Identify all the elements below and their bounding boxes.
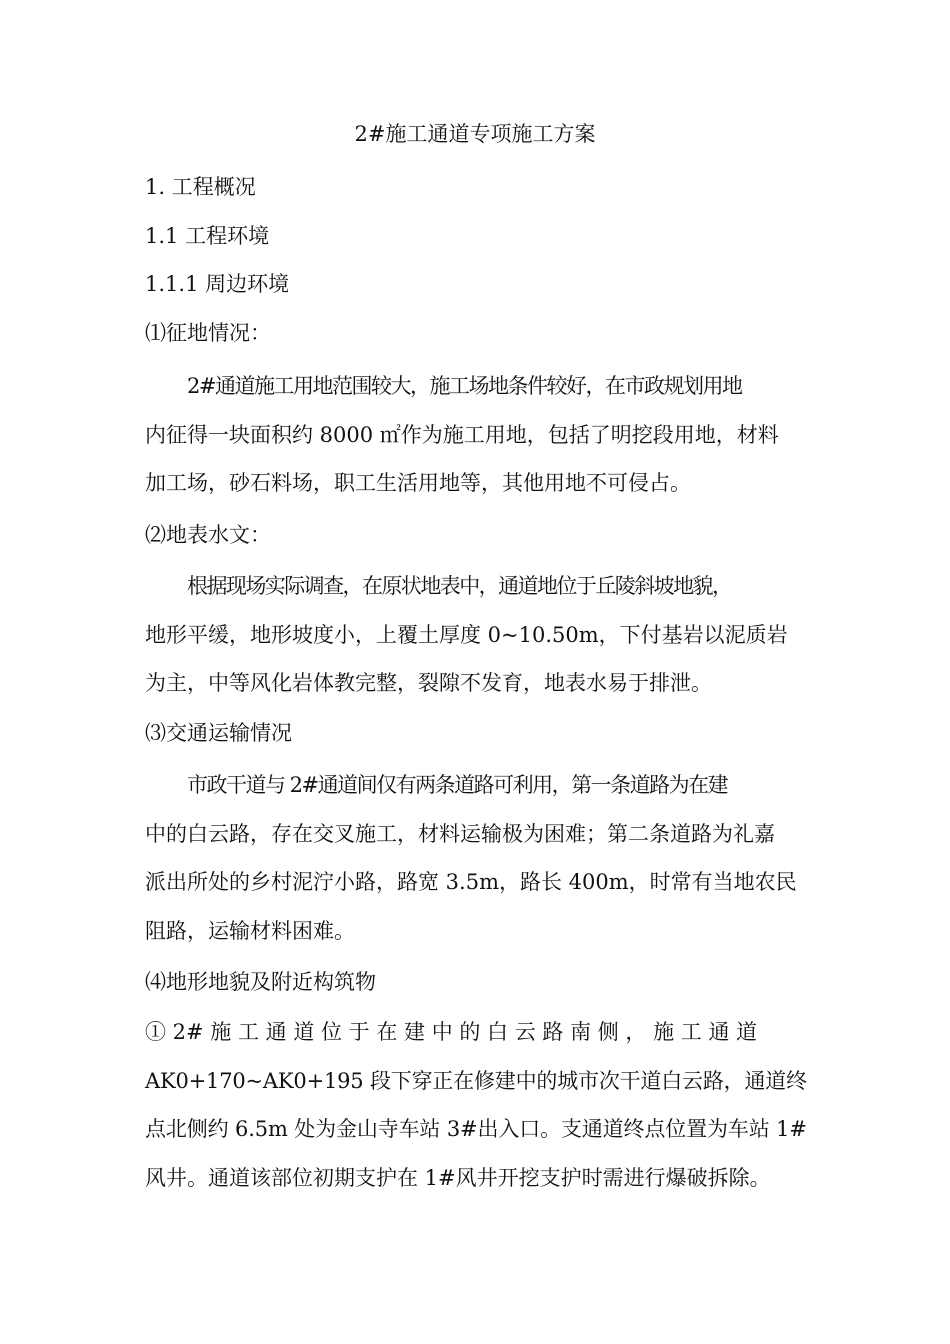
paragraph-line: 点北侧约 6.5m 处为金山寺车站 3#出入口。支通道终点位置为车站 1# — [145, 1117, 807, 1141]
paragraph-line: 地形平缓，地形坡度小，上覆土厚度 0~10.50m，下付基岩以泥质岩 — [145, 622, 788, 647]
paragraph-line: 内征得一块面积约 8000 ㎡作为施工用地，包括了明挖段用地，材料 — [145, 422, 779, 447]
section-heading-1: 1. 工程概况 — [145, 175, 256, 199]
subsection-heading-land: ⑴征地情况： — [145, 321, 271, 345]
paragraph-line: 2#通道施工用地范围较大，施工场地条件较好，在市政规划用地 — [187, 374, 742, 398]
paragraph-line: 风井。通道该部位初期支护在 1#风井开挖支护时需进行爆破拆除。 — [145, 1165, 771, 1190]
subsection-heading-terrain: ⑷地形地貌及附近构筑物 — [145, 970, 376, 994]
paragraph-line: 阻路，运输材料困难。 — [145, 918, 355, 943]
paragraph-line: 加工场，砂石料场，职工生活用地等，其他用地不可侵占。 — [145, 471, 691, 495]
paragraph-line: 根据现场实际调查，在原状地表中，通道地位于丘陵斜坡地貌， — [187, 574, 732, 598]
document-title: 2#施工通道专项施工方案 — [354, 122, 596, 146]
paragraph-line: 市政干道与 2#通道间仅有两条道路可利用，第一条道路为在建 — [187, 773, 728, 797]
subsection-heading-traffic: ⑶交通运输情况 — [145, 721, 292, 745]
section-heading-1-1-1: 1.1.1 周边环境 — [145, 272, 290, 296]
paragraph-land — [145, 362, 807, 508]
paragraph-traffic — [145, 761, 807, 955]
paragraph-line: 派出所处的乡村泥泞小路，路宽 3.5m，路长 400m，时常有当地农民 — [145, 870, 797, 894]
paragraph-line: ① 2# 施 工 通 道 位 于 在 建 中 的 白 云 路 南 侧 ， 施 工 通 道 — [145, 1020, 758, 1044]
subsection-heading-hydrology: ⑵地表水文： — [145, 523, 271, 547]
paragraph-line: 中的白云路，存在交叉施工，材料运输极为困难；第二条道路为礼嘉 — [145, 821, 775, 846]
paragraph-line: AK0+170~AK0+195 段下穿正在修建中的城市次干道白云路，通道终 — [145, 1068, 807, 1093]
paragraph-hydrology — [145, 562, 807, 708]
section-heading-1-1: 1.1 工程环境 — [145, 224, 270, 248]
paragraph-terrain — [145, 1008, 807, 1202]
paragraph-line: 为主，中等风化岩体教完整，裂隙不发育，地表水易于排泄。 — [145, 671, 712, 695]
